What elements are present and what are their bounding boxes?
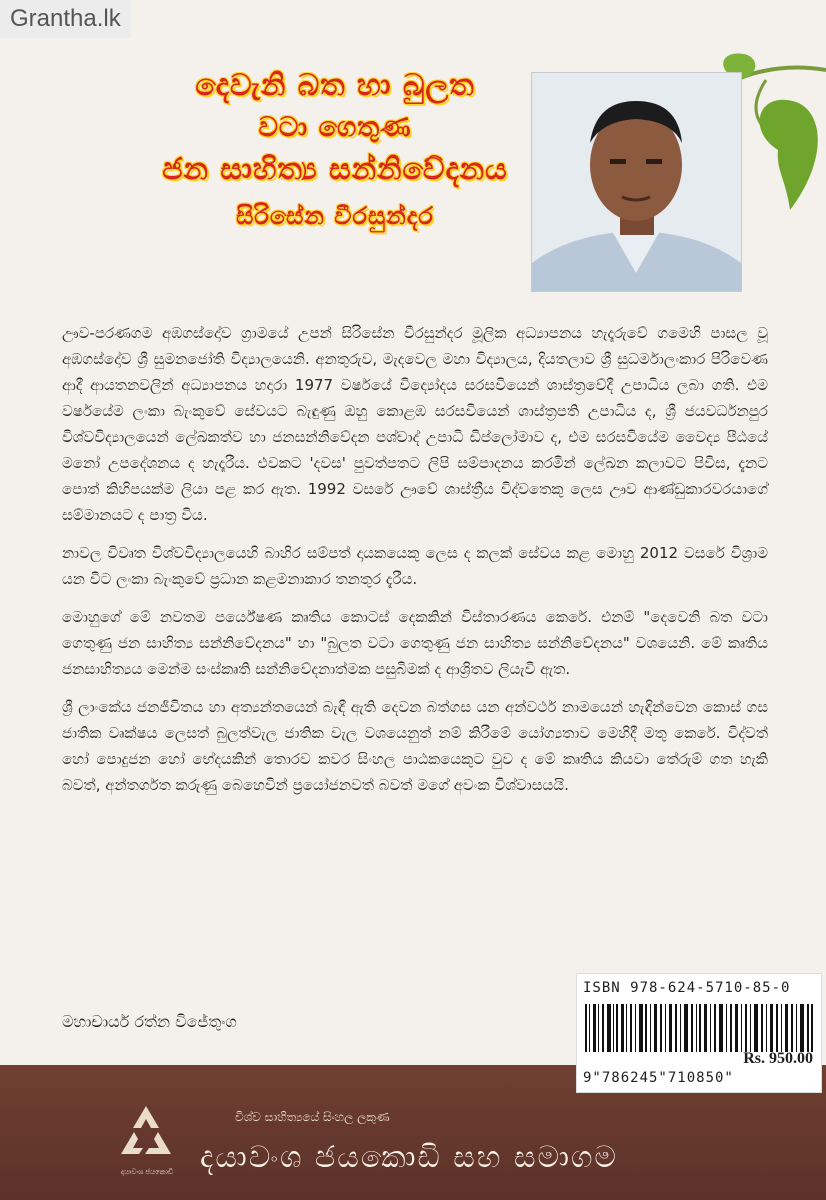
barcode-icon: [585, 1004, 813, 1052]
description-paragraph-3: මොහුගේ මේ නවතම පර්යේෂණ කෘතිය කොටස් දෙකකින් විස්තාරණය කෙරේ. එනම් "දෙවෙනි බත වටා ගෙතුණු ජන සාහිත්‍ය සන්නිවේදනය" හා "බුලත වටා ගෙතුණු ජන සාහිත්‍ය සන්නිවේදනය" වශයෙනි. මේ කෘතිය ජනසාහිත්‍යය මෙන්ම සංස්කෘති සන්නිවේදනාත්මක පසුබිමක් ද ආශ්‍රිතව ලියැවී ඇත.: [62, 608, 768, 678]
publisher-tagline: විශ්ව සාහිත්‍යයේ සිංහල ලකුණ: [235, 1110, 390, 1124]
author-photo: [531, 72, 742, 292]
watermark: Grantha.lk: [0, 0, 131, 38]
book-description: [62, 320, 768, 810]
isbn-number: ISBN 978-624-5710-85-0: [583, 980, 791, 996]
publisher-logo-icon: [115, 1102, 177, 1162]
author-name: සිරිසේන වීරසුන්දර: [236, 202, 434, 230]
publisher-logo-caption: දයාවංශ ජයකොඩි: [120, 1168, 174, 1176]
reviewer-signature: මහාචාර්ය රත්න විජේතුංග: [62, 1012, 237, 1031]
description-paragraph-2: නාවල විවෘත විශ්වවිද්‍යාලයෙහි බාහිර සම්පත් දායකයෙකු ලෙස ද කලක් සේවය කළ මොහු 2012 වසරේ විශ්‍රාම යන විට ලංකා බැංකුවේ ප්‍රධාන කළමනාකාර තනතුර දැරීය.: [62, 544, 768, 588]
price-label: Rs. 950.00: [743, 1050, 813, 1067]
title-line-2: වටා ගෙතුණ: [258, 112, 412, 143]
title-line-3: ජන සාහිත්‍ය සන්නිවේදනය: [162, 152, 508, 187]
publisher-name: දයාවංශ ජයකොඩි සහ සමාගම: [200, 1140, 618, 1175]
description-paragraph-4: ශ්‍රී ලාංකේය ජනජීවිතය හා අත්‍යන්තයෙන් බැඳී ඇති දෙවන බත්ගස යන අන්වර්ථ නාමයෙන් හැඳින්වෙන කොස් ගස ජාතික වෘක්ෂය ලෙසත් බුලත්වැල ජාතික වැල වශයෙනුත් නම් කිරීමේ යෝග්‍යතාව මෙහිදී මතු කෙරේ. විද්වත් හෝ පොදුජන හෝ භේදයකින් තොරව කවර සිංහල පාඨකයෙකුට වුව ද මේ කෘතිය කියවා තේරුම් ගත හැකි බවත්, අන්තර්ගත කරුණු බෙහෙවින් ප්‍රයෝජනවත් බවත් මගේ අවංක විශ්වාසයයි.: [62, 698, 768, 794]
title-line-1: දෙවැනි බත හා බුලත: [195, 68, 475, 103]
isbn-barcode-label: [576, 973, 822, 1093]
barcode-number: 9"786245"710850": [583, 1070, 734, 1086]
book-title: [160, 64, 510, 230]
description-paragraph-1: ඌව-පරණගම අඹගස්දෝව ග්‍රාමයේ උපන් සිරිසේන වීරසුන්දර මූලික අධ්‍යාපනය හැදෑරුවේ ගමෙහි පාසල වූ අඹගස්දෝව ශ්‍රී සුමනජෝති විද්‍යාලයෙනි. අනතුරුව, මැදවෙල මහා විද්‍යාලය, දියතලාව ශ්‍රී සුධර්මාලංකාර පිරිවෙණ ආදී ආයතනවලින් අධ්‍යාපනය හදාරා 1977 වර්ෂයේ විද්‍යෝදය සරසවියෙන් ශාස්ත්‍රවේදී උපාධිය ලබා ගති. එම වර්ෂයේම ලංකා බැංකුවේ සේවයට බැඳුණු ඔහු කොළඹ සරසවියෙන් ශාස්ත්‍රපති උපාධිය ද, ශ්‍රී ජයවර්ධනපුර විශ්වවිද්‍යාලයෙන් ලේඛකත්ව හා ජනසන්නිවේදන පශ්චාද් උපාධි ඩිප්ලෝමාව ද, එම සරසවියේම වෛද්‍ය පීඨයේ මනෝ උපදේශනය ද හැදෑරීය. එවකට 'දවස' පුවත්පතට ලිපි සම්පාදනය කරමින් ලේඛන කලාවට පිවිස, දැනට පොත් කිහිපයක්ම ලියා පළ කර ඇත. 1992 වසරේ ඌවේ ශාස්ත්‍රීය විද්වතෙකු ලෙස ඌව ආණ්ඩුකාරවරයාගේ සම්මානයට ද පාත්‍ර විය.: [62, 324, 768, 524]
